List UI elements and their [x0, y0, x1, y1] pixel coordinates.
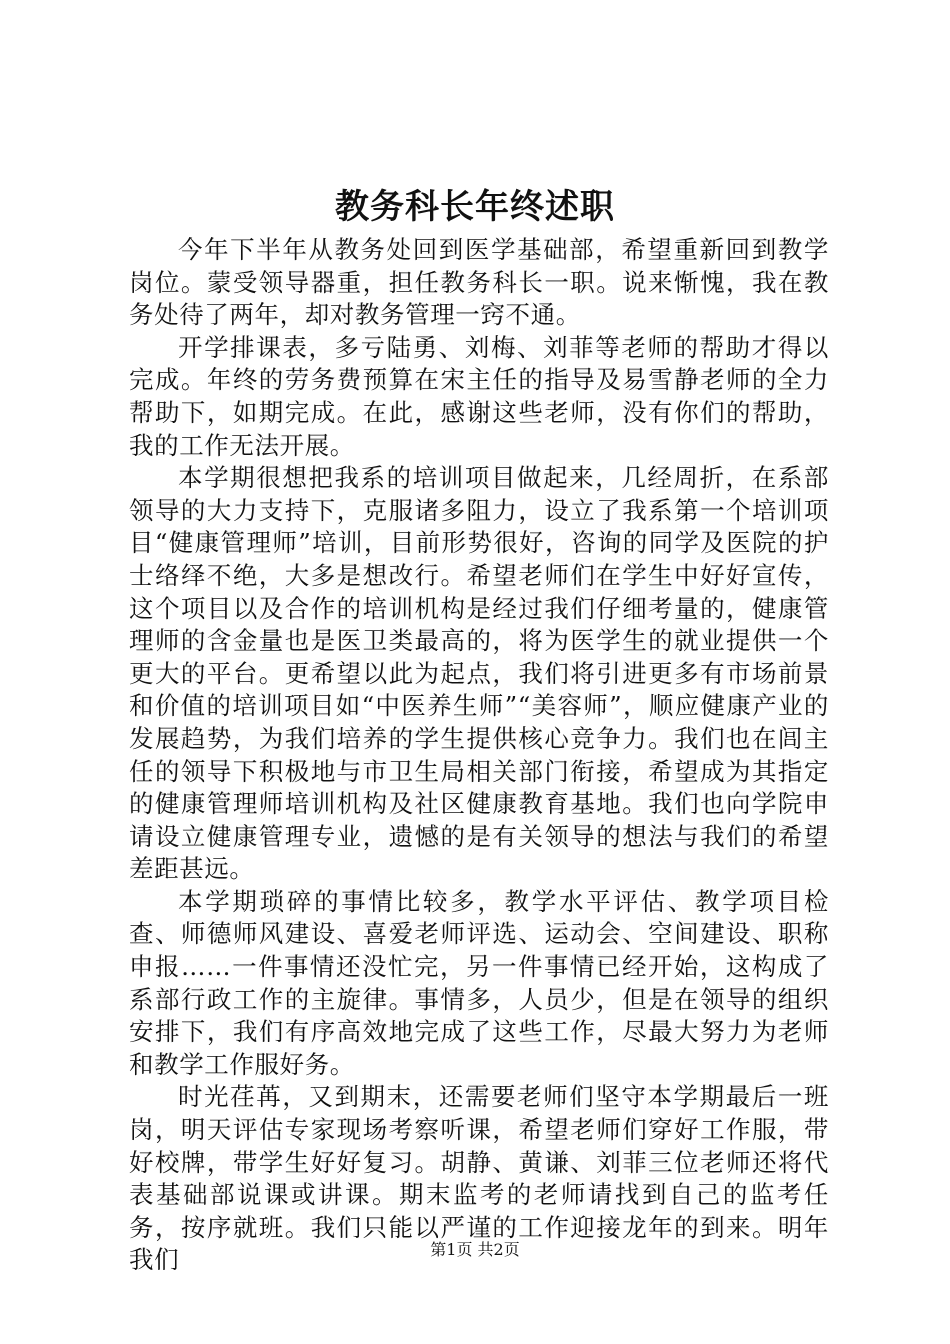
paragraph-4: 本学期琐碎的事情比较多，教学水平评估、教学项目检查、师德师风建设、喜爱老师评选、运动会、空间建设、职称申报……一件事情还没忙完，另一件事情已经开始，这构成了系部行政工作的主旋律。事情多，人员少，但是在领导的组织安排下，我们有序高效地完成了这些工作，尽最大努力为老师和教学工作服好务。 [129, 886, 829, 1079]
document-title: 教务科长年终述职 [335, 187, 615, 227]
paragraph-2: 开学排课表，多亏陆勇、刘梅、刘菲等老师的帮助才得以完成。年终的劳务费预算在宋主任的指导及易雪静老师的全力帮助下，如期完成。在此，感谢这些老师，没有你们的帮助，我的工作无法开展。 [129, 332, 829, 460]
page-footer: 第1页 共2页 [430, 1240, 520, 1259]
paragraph-1: 今年下半年从教务处回到医学基础部，希望重新回到教学岗位。蒙受领导器重，担任教务科长一职。说来惭愧，我在教务处待了两年，却对教务管理一窍不通。 [129, 235, 829, 330]
paragraph-3: 本学期很想把我系的培训项目做起来，几经周折，在系部领导的大力支持下，克服诸多阻力，设立了我系第一个培训项目“健康管理师”培训，目前形势很好，咨询的同学及医院的护士络绎不绝，大多是想改行。希望老师们在学生中好好宣传，这个项目以及合作的培训机构是经过我们仔细考量的，健康管理师的含金量也是医卫类最高的，将为医学生的就业提供一个更大的平台。更希望以此为起点，我们将引进更多有市场前景和价值的培训项目如“中医养生师”“美容师”，顺应健康产业的发展趋势，为我们培养的学生提供核心竞争力。我们也在闾主任的领导下积极地与市卫生局相关部门衔接，希望成为其指定的健康管理师培训机构及社区健康教育基地。我们也向学院申请设立健康管理专业，遗憾的是有关领导的想法与我们的希望差距甚远。 [129, 463, 829, 884]
document-body [129, 234, 829, 1277]
paragraph-5: 时光荏苒，又到期末，还需要老师们坚守本学期最后一班岗，明天评估专家现场考察听课，希望老师们穿好工作服，带好校牌，带学生好好复习。胡静、黄谦、刘菲三位老师还将代表基础部说课或讲课。期末监考的老师请找到自己的监考任务，按序就班。我们只能以严谨的工作迎接龙年的到来。明年我们 [129, 1082, 829, 1275]
